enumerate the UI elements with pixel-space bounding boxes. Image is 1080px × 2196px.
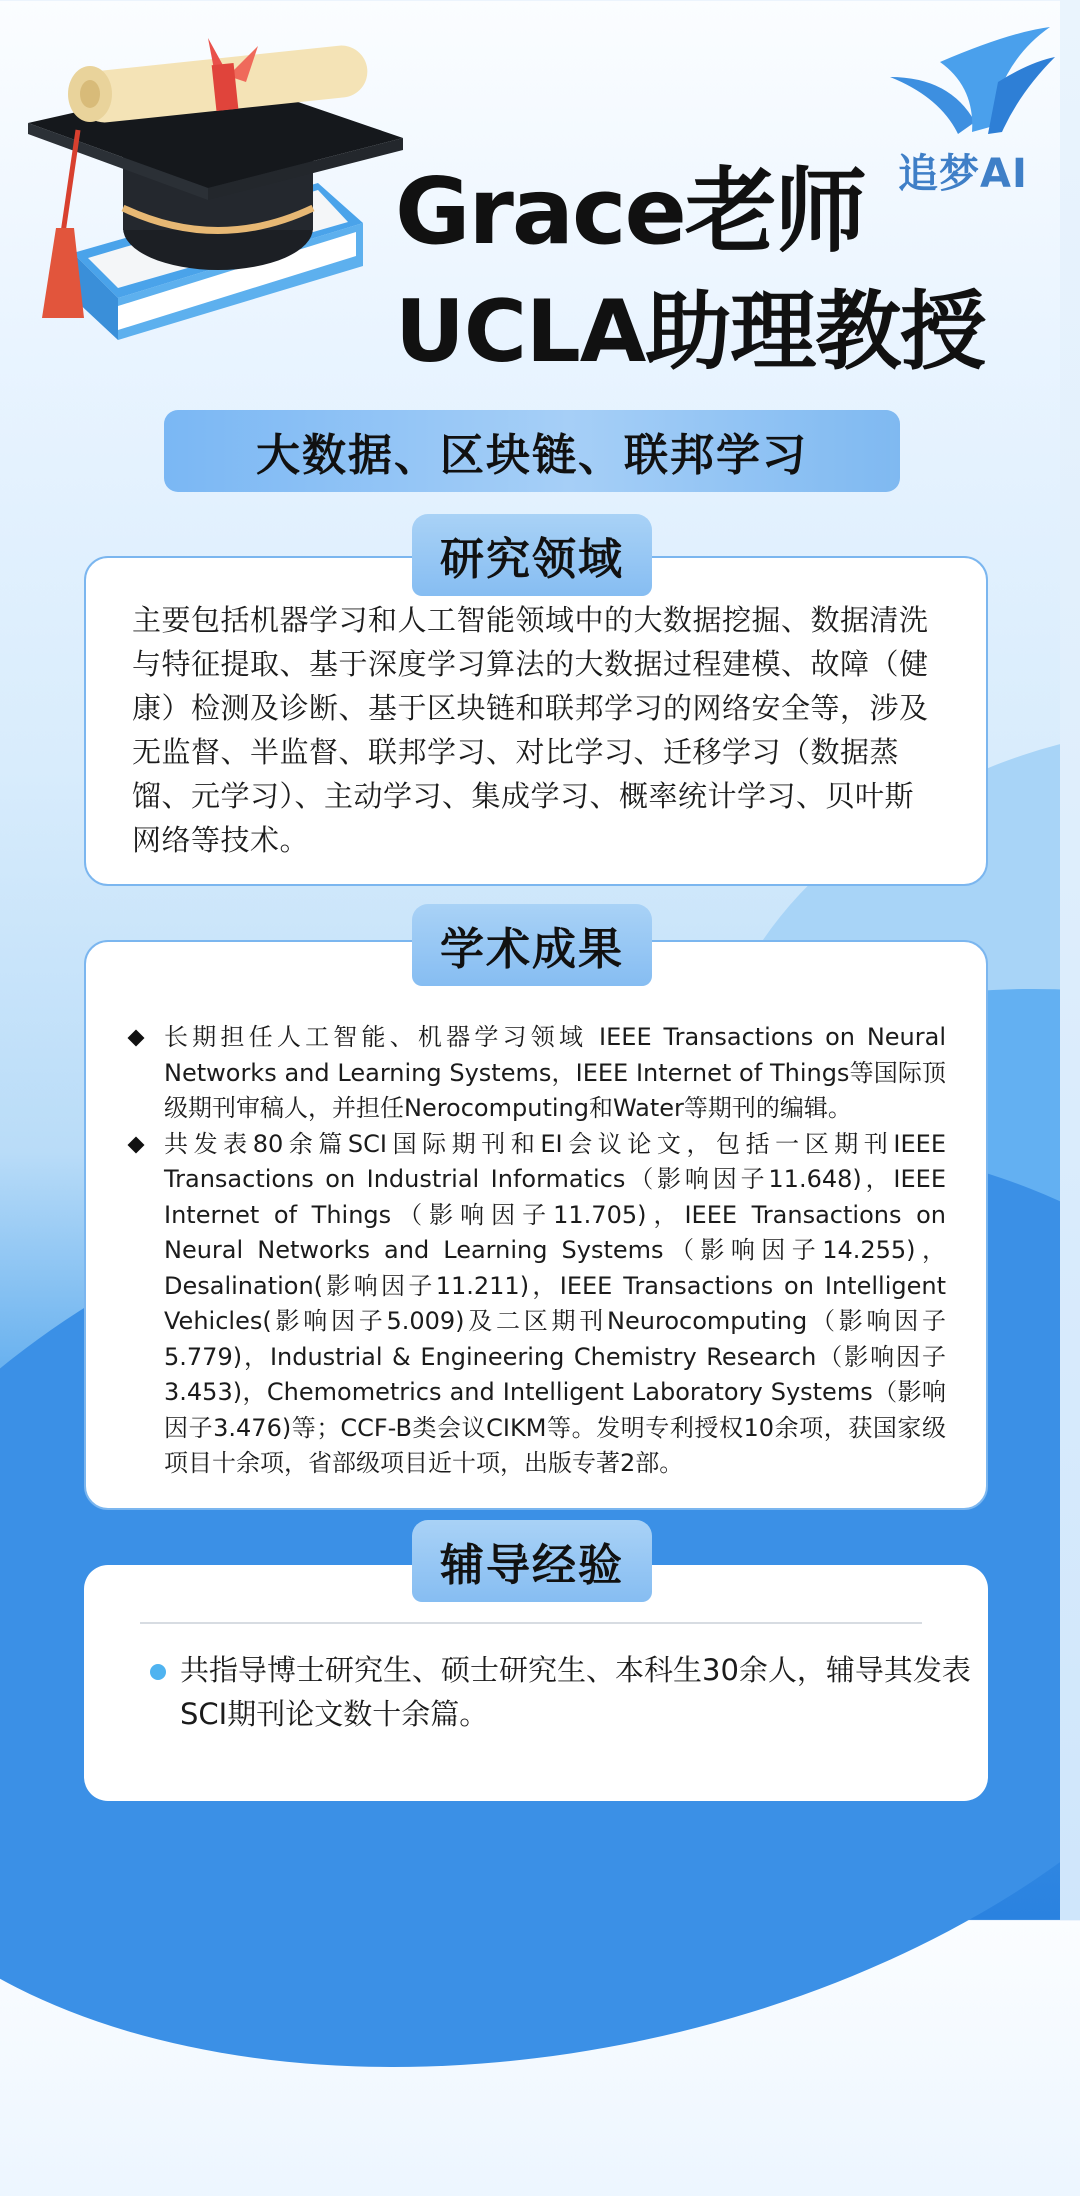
mentoring-text: 共指导博士研究生、硕士研究生、本科生30余人，辅导其发表SCI期刊论文数十余篇。 <box>180 1653 971 1731</box>
dot-bullet-icon <box>150 1664 166 1680</box>
research-heading: 研究领域 <box>412 514 652 596</box>
diamond-bullet-icon <box>128 1030 145 1047</box>
graduation-cap-icon <box>18 18 418 358</box>
diamond-bullet-icon <box>128 1136 145 1153</box>
divider <box>140 1622 922 1624</box>
list-item <box>130 1020 946 1127</box>
teacher-name-title: Grace老师 <box>395 158 865 265</box>
achievement-text: 共发表80余篇SCI国际期刊和EI会议论文，包括一区期刊IEEE Transactions on Industrial Informatics（影响因子11.648)，IEEE Internet of Things（影响因子11.705)，IEEE Transactions on Neural Networks and Learning Systems（影响因子14.255)，Desalination(影响因子11.211)，IEEE Transactions on Intelligent Vehicles(影响因子5.009)及二区期刊Neurocomputing（影响因子5.779)，Industrial & Engineering Chemistry Research（影响因子3.453)，Chemometrics and Intelligent Laboratory Systems（影响因子3.476)等；CCF-B类会议CIKM等。发明专利授权10余项，获国家级项目十余项，省部级项目近十项，出版专著2部。 <box>164 1129 946 1477</box>
mentoring-item <box>150 1648 980 1736</box>
mentoring-heading: 辅导经验 <box>412 1520 652 1602</box>
list-item <box>130 1127 946 1482</box>
research-text: 主要包括机器学习和人工智能领域中的大数据挖掘、数据清洗与特征提取、基于深度学习算法的大数据过程建模、故障（健康）检测及诊断、基于区块链和联邦学习的网络安全等，涉及无监督、半监督、联邦学习、对比学习、迁移学习（数据蒸馏、元学习）、主动学习、集成学习、概率统计学习、贝叶斯网络等技术。 <box>132 603 929 857</box>
topics-banner: 大数据、区块链、联邦学习 <box>164 410 900 492</box>
logo-text: 追梦AI <box>898 151 1028 197</box>
achievements-heading: 学术成果 <box>412 904 652 986</box>
background-edge <box>1060 0 1080 1920</box>
position-title: UCLA助理教授 <box>395 282 986 382</box>
achievement-text: 长期担任人工智能、机器学习领域 IEEE Transactions on Neural Networks and Learning Systems，IEEE Internet of Things等国际顶级期刊审稿人，并担任Nerocomputing和Water等期刊的编辑。 <box>164 1023 946 1122</box>
achievements-list <box>130 1020 946 1482</box>
